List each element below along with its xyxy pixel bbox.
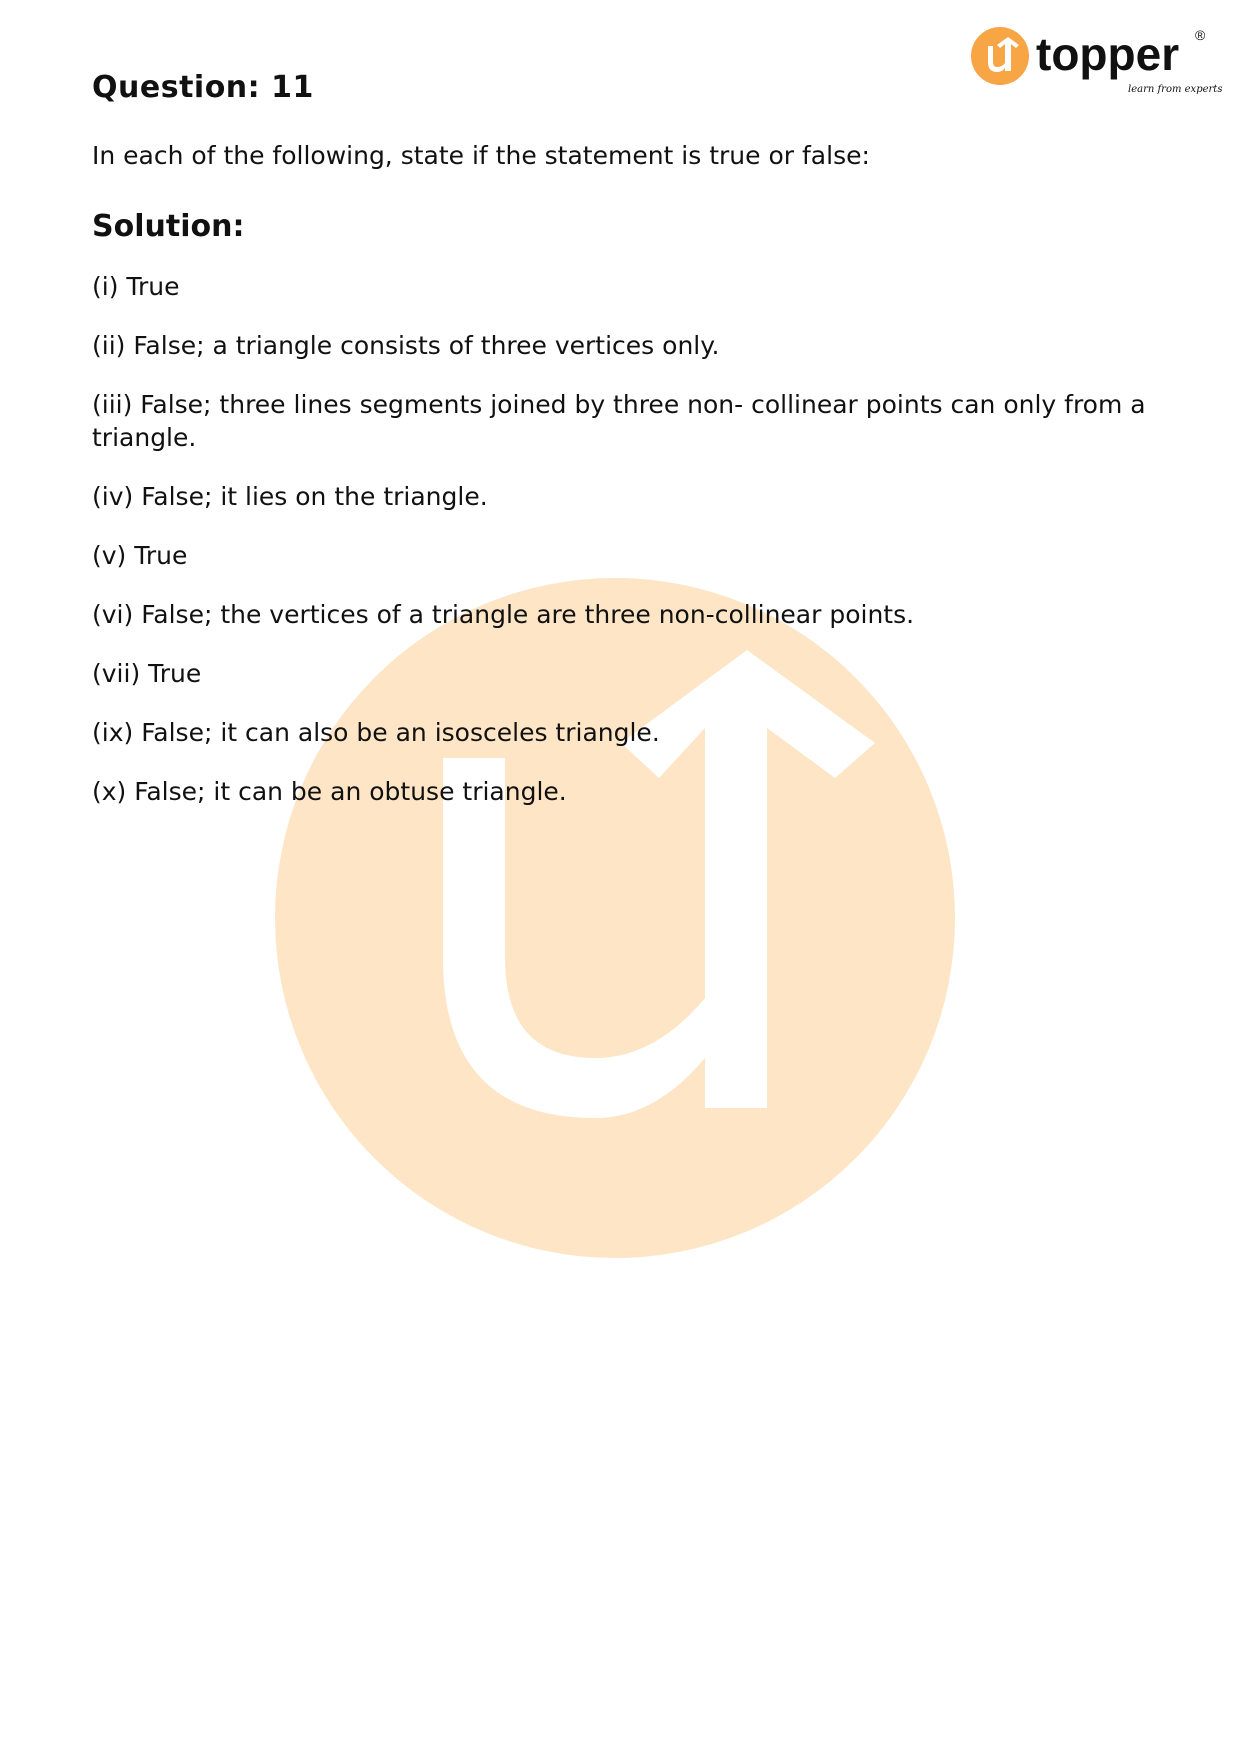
logo-wordmark: topper <box>1036 28 1180 80</box>
answer-item: (v) True <box>92 541 188 570</box>
answer-item: (ii) False; a triangle consists of three vertices only. <box>92 331 720 360</box>
answer-item: (ix) False; it can also be an isosceles triangle. <box>92 718 660 747</box>
logo-tagline: learn from experts <box>1128 84 1223 95</box>
answer-item: (vii) True <box>92 659 202 688</box>
answer-item: (iii) False; three lines segments joined by three non- collinear points can only from a triangle. <box>92 390 1146 452</box>
question-text: In each of the following, state if the statement is true or false: <box>92 141 870 170</box>
document-content <box>92 70 1152 834</box>
solution-title: Solution: <box>92 209 245 244</box>
answer-item: (x) False; it can be an obtuse triangle. <box>92 777 567 806</box>
question-title: Question: 11 <box>92 70 314 105</box>
answer-item: (vi) False; the vertices of a triangle are three non-collinear points. <box>92 600 915 629</box>
answer-item: (i) True <box>92 272 180 301</box>
registered-mark: ® <box>1195 27 1206 43</box>
topper-logo <box>970 26 1223 106</box>
answer-item: (iv) False; it lies on the triangle. <box>92 482 488 511</box>
logo-circle-icon <box>971 27 1029 85</box>
